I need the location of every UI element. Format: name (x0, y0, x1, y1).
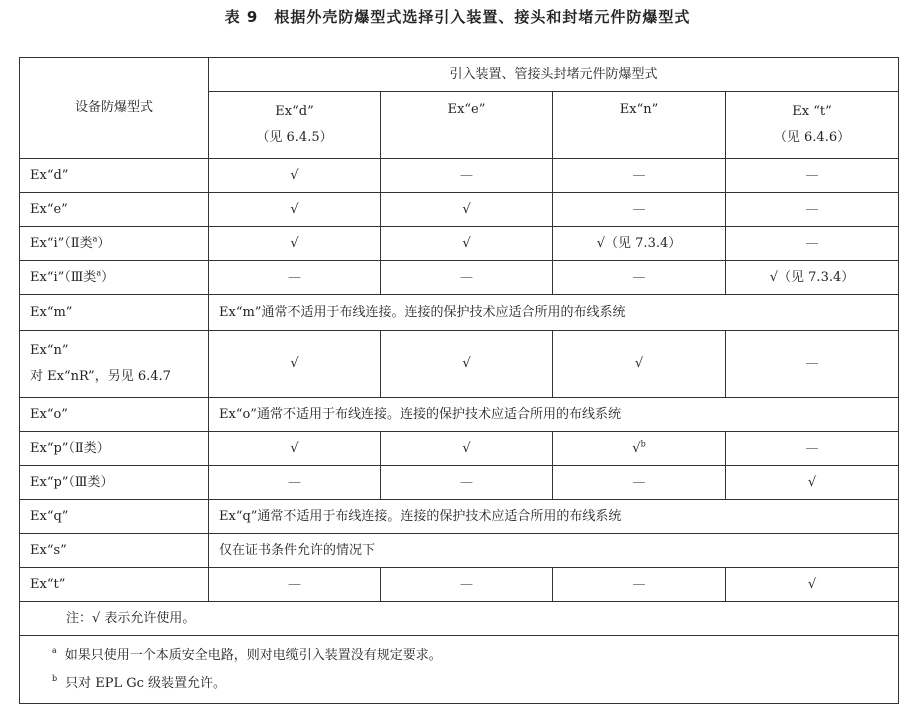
cell-value: — (726, 432, 899, 466)
footnote-text: 如果只使用一个本质安全电路，则对电缆引入装置没有规定要求。 (64, 647, 442, 663)
row-name: Ex“s” (20, 534, 209, 568)
table-note: 注：√ 表示允许使用。 (20, 602, 899, 636)
row-name: Ex“p”（Ⅲ类） (20, 466, 209, 500)
footnote-mark: b (52, 674, 58, 684)
cell-value: √ (553, 331, 726, 398)
cell-value: — (553, 193, 726, 227)
row-name-extra: 对 Ex“nR”，另见 6.4.7 (30, 369, 171, 384)
cell-value: √ (209, 227, 381, 261)
cell-value: — (381, 159, 553, 193)
cell-value: √ (726, 568, 899, 602)
col-header (726, 92, 899, 159)
protection-type-table (19, 57, 899, 704)
table-row (20, 568, 899, 602)
table-row (20, 227, 899, 261)
cell-value: √ (209, 432, 381, 466)
header-row-group (20, 58, 899, 92)
group-header-cell (209, 58, 899, 92)
cell-value: — (726, 193, 899, 227)
cell-value: √ (209, 193, 381, 227)
row-name: Ex“d” (20, 159, 209, 193)
table-row (20, 193, 899, 227)
span-note: 仅在证书条件允许的情况下 (209, 534, 899, 568)
cell-value: — (381, 466, 553, 500)
col-header (553, 92, 726, 159)
table-row (20, 500, 899, 534)
cell-value: — (553, 261, 726, 295)
cell-value: √ (381, 227, 553, 261)
row-name: Ex“e” (20, 193, 209, 227)
cell-value: √ (381, 432, 553, 466)
row-header-cell (20, 58, 209, 159)
row-name (20, 261, 209, 295)
row-name-text: Ex“i”（Ⅱ类 (30, 235, 93, 251)
row-name-end: ） (101, 269, 115, 285)
cell-value: — (553, 159, 726, 193)
row-name (20, 227, 209, 261)
cell-value: √ (209, 331, 381, 398)
cell-value: √（见 7.3.4） (553, 227, 726, 261)
col-header-sub: （见 6.4.5） (256, 130, 333, 145)
row-name-text: Ex“n” (30, 343, 69, 358)
col-header-label: Ex“e” (447, 102, 486, 117)
row-name: Ex“o” (20, 398, 209, 432)
footnote-marker: b (640, 439, 646, 449)
cell-value (553, 432, 726, 466)
table-row (20, 159, 899, 193)
footnote-text: 只对 EPL Gc 级装置允许。 (65, 675, 227, 691)
cell-value: — (381, 568, 553, 602)
col-header-sub: （见 6.4.6） (773, 130, 851, 145)
row-name: Ex“t” (20, 568, 209, 602)
table-row (20, 466, 899, 500)
footnote-marker: a (92, 234, 98, 244)
cell-value: — (209, 568, 381, 602)
table-row (20, 261, 899, 295)
row-name: Ex“q” (20, 500, 209, 534)
span-note: Ex“o”通常不适用于布线连接。连接的保护技术应适合所用的布线系统 (209, 398, 899, 432)
table-row (20, 295, 899, 331)
cell-value-text: √ (632, 440, 641, 456)
row-name-text: Ex“i”（Ⅲ类 (30, 269, 97, 285)
col-header (209, 92, 381, 159)
table-title: 表 9 根据外壳防爆型式选择引入装置、接头和封堵元件防爆型式 (224, 8, 691, 26)
span-note: Ex“m”通常不适用于布线连接。连接的保护技术应适合所用的布线系统 (209, 295, 899, 331)
row-name-end: ） (97, 235, 111, 251)
table-row (20, 432, 899, 466)
note-row (20, 602, 899, 636)
cell-value: — (726, 159, 899, 193)
cell-value: √ (726, 466, 899, 500)
cell-value: — (209, 466, 381, 500)
col-header-label: Ex“d” (275, 104, 314, 119)
footnote-row (20, 636, 899, 704)
cell-value: — (553, 568, 726, 602)
cell-value: √ (381, 331, 553, 398)
row-name: Ex“p”（Ⅱ类） (20, 432, 209, 466)
footnote-b (30, 670, 888, 698)
row-header-label: 设备防爆型式 (74, 100, 153, 115)
cell-value: — (381, 261, 553, 295)
table-row (20, 331, 899, 398)
footnote-a (30, 642, 888, 670)
cell-value: √ (209, 159, 381, 193)
cell-value: — (553, 466, 726, 500)
cell-value: √ (381, 193, 553, 227)
row-name: Ex“m” (20, 295, 209, 331)
col-header-label: Ex “t” (792, 104, 832, 119)
row-name (20, 331, 209, 398)
cell-value: √（见 7.3.4） (726, 261, 899, 295)
cell-value: — (209, 261, 381, 295)
table-row (20, 534, 899, 568)
cell-value: — (726, 227, 899, 261)
group-header-label: 引入装置、管接头封堵元件防爆型式 (449, 66, 658, 82)
span-note: Ex“q”通常不适用于布线连接。连接的保护技术应适合所用的布线系统 (209, 500, 899, 534)
col-header-label: Ex“n” (619, 102, 659, 117)
footnotes-cell (20, 636, 899, 704)
table-row (20, 398, 899, 432)
col-header (381, 92, 553, 159)
footnote-marker: a (96, 268, 102, 278)
footnote-mark: a (52, 646, 57, 656)
cell-value: — (726, 331, 899, 398)
